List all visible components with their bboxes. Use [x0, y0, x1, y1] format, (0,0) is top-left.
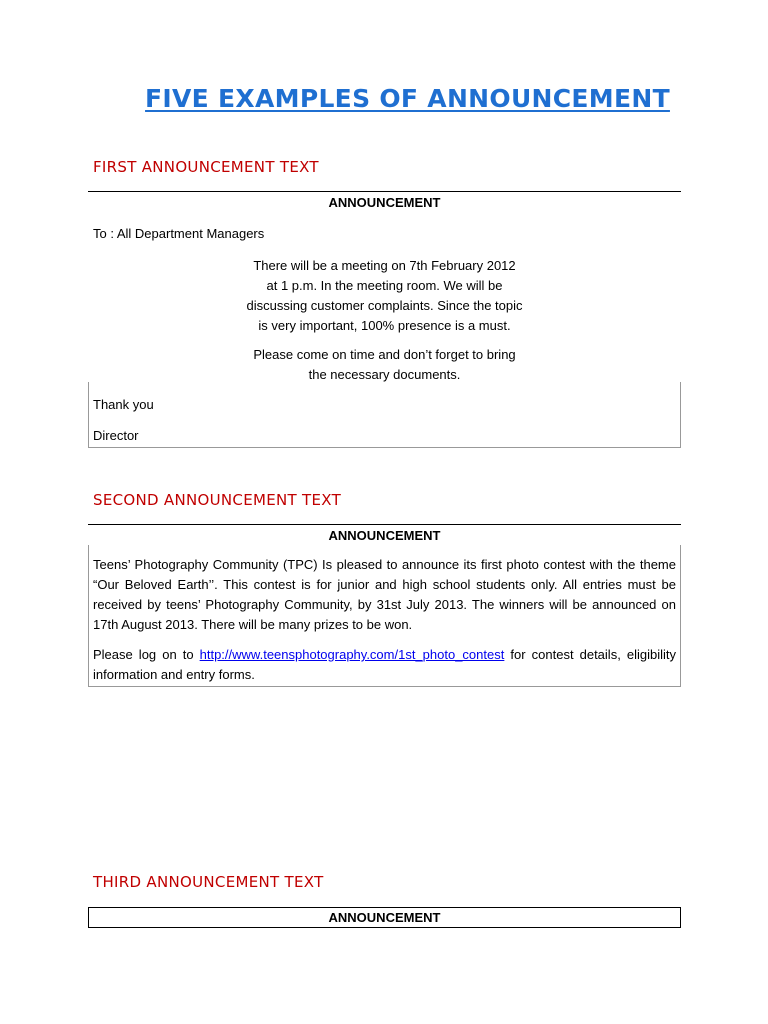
- second-box-title: ANNOUNCEMENT: [328, 528, 441, 543]
- second-instructions-text-end: for contest details, eligibility information and entry forms.: [93, 647, 676, 682]
- first-body-line: Please come on time and don’t forget to bring: [253, 347, 516, 362]
- first-closing: Thank you: [93, 397, 154, 412]
- first-signature: Director: [93, 428, 139, 443]
- first-body-line: the necessary documents.: [308, 367, 461, 382]
- second-instructions-paragraph: [88, 645, 681, 685]
- first-recipient-line: To : All Department Managers: [93, 226, 265, 241]
- first-section-heading: FIRST ANNOUNCEMENT TEXT: [93, 158, 319, 176]
- page-title: FIVE EXAMPLES OF ANNOUNCEMENT: [145, 84, 670, 113]
- second-body-paragraph: Teens’ Photography Community (TPC) Is pleased to announce its first photo contest with the theme “Our Beloved Earth’’. This contest is for junior and high school students only. All entries must be received by teens’ Photography Community, by 31st July 2013. The winners will be announced on 17th August 2013. There will be many prizes to be won.: [93, 557, 676, 632]
- first-body-line: There will be a meeting on 7th February 2012: [253, 258, 516, 273]
- first-body-line: at 1 p.m. In the meeting room. We will be: [266, 278, 503, 293]
- third-box-title: ANNOUNCEMENT: [328, 910, 441, 925]
- second-instructions-text: Please log on to: [93, 647, 200, 662]
- third-section-heading: THIRD ANNOUNCEMENT TEXT: [93, 873, 324, 891]
- first-body-line: discussing customer complaints. Since the topic: [246, 298, 523, 313]
- first-box-lower-frame: [88, 382, 681, 448]
- first-announcement-box: [88, 192, 681, 448]
- first-body-paragraph: [88, 256, 681, 336]
- first-body-paragraph-2: [88, 345, 681, 385]
- second-section-heading: SECOND ANNOUNCEMENT TEXT: [93, 491, 342, 509]
- first-box-title: ANNOUNCEMENT: [328, 195, 441, 210]
- contest-link[interactable]: http://www.teensphotography.com/1st_photo_contest: [199, 647, 505, 662]
- third-announcement-box: [88, 907, 681, 928]
- first-body-line: is very important, 100% presence is a must.: [258, 318, 511, 333]
- second-announcement-box: [88, 525, 681, 687]
